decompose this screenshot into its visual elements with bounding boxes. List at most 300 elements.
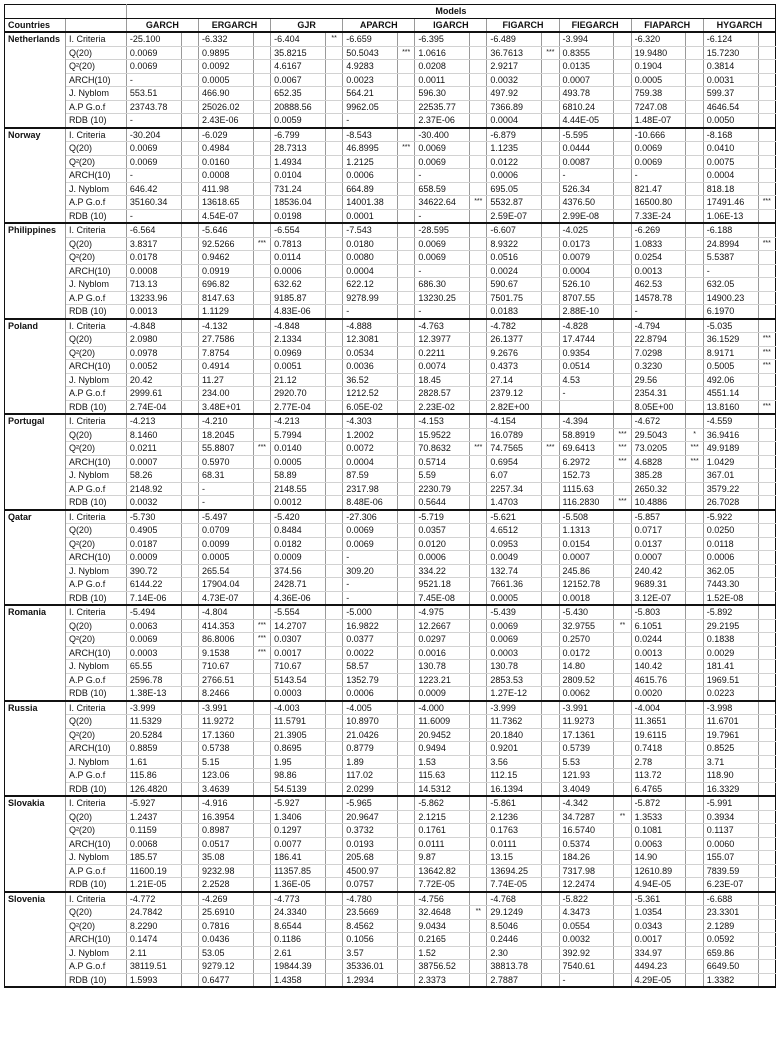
table-row (5, 360, 776, 374)
table-row (5, 60, 776, 74)
value-cell: 240.42 (631, 564, 686, 578)
significance-marker (253, 400, 270, 414)
statistic-label: A.P G.o.f (65, 864, 126, 878)
significance-marker (181, 605, 198, 619)
value-cell: 0.0069 (487, 619, 542, 633)
statistic-label: ARCH(10) (65, 646, 126, 660)
significance-marker (253, 373, 270, 387)
value-cell: 0.0069 (126, 142, 181, 156)
value-cell: -5.927 (271, 796, 326, 810)
significance-marker (470, 960, 487, 974)
value-cell: 22.8794 (631, 333, 686, 347)
value-cell: -3.994 (559, 32, 614, 46)
value-cell: 414.353 (198, 619, 253, 633)
value-cell: 0.0140 (271, 442, 326, 456)
value-cell: -4.342 (559, 796, 614, 810)
country-name (5, 73, 66, 87)
value-cell: 0.0020 (631, 687, 686, 701)
value-cell: -6.799 (271, 128, 326, 142)
significance-marker: *** (758, 400, 775, 414)
significance-marker (542, 155, 559, 169)
value-cell: 3579.22 (703, 482, 758, 496)
value-cell: 497.92 (487, 87, 542, 101)
significance-marker (253, 319, 270, 333)
significance-marker: * (686, 428, 703, 442)
significance-marker (325, 237, 342, 251)
value-cell: -5.965 (343, 796, 398, 810)
significance-marker: *** (253, 633, 270, 647)
model-header-gjr: GJR (271, 18, 343, 32)
statistic-label: J. Nyblom (65, 373, 126, 387)
significance-marker (181, 578, 198, 592)
value-cell: 0.9201 (487, 742, 542, 756)
significance-marker (758, 223, 775, 237)
value-cell: 710.67 (198, 660, 253, 674)
country-name (5, 251, 66, 265)
value-cell: 0.0009 (415, 687, 470, 701)
significance-marker (253, 60, 270, 74)
country-name (5, 755, 66, 769)
significance-marker (181, 496, 198, 510)
significance-marker (398, 73, 415, 87)
table-row (5, 169, 776, 183)
value-cell: 0.9895 (198, 46, 253, 60)
value-cell: 69.6413 (559, 442, 614, 456)
country-name (5, 360, 66, 374)
significance-marker (325, 346, 342, 360)
significance-marker (686, 46, 703, 60)
significance-marker (470, 742, 487, 756)
value-cell: -4.303 (343, 414, 398, 428)
significance-marker (181, 892, 198, 906)
significance-marker (542, 715, 559, 729)
significance-marker (325, 906, 342, 920)
significance-marker (686, 851, 703, 865)
value-cell: 599.37 (703, 87, 758, 101)
significance-marker (325, 755, 342, 769)
value-cell: 21.3905 (271, 728, 326, 742)
significance-marker (614, 387, 631, 401)
significance-marker (614, 660, 631, 674)
table-row (5, 837, 776, 851)
significance-marker (542, 960, 559, 974)
significance-marker (686, 824, 703, 838)
value-cell: 0.0135 (559, 60, 614, 74)
significance-marker (542, 701, 559, 715)
significance-marker (398, 305, 415, 319)
table-row (5, 114, 776, 128)
significance-marker (325, 796, 342, 810)
table-row (5, 319, 776, 333)
table-row (5, 32, 776, 46)
significance-marker (181, 373, 198, 387)
significance-marker (181, 100, 198, 114)
significance-marker (686, 591, 703, 605)
value-cell: 11.9273 (559, 715, 614, 729)
country-name: Norway (5, 128, 66, 142)
significance-marker (253, 251, 270, 265)
value-cell: 0.0006 (703, 551, 758, 565)
significance-marker (325, 100, 342, 114)
significance-marker (325, 60, 342, 74)
value-cell: 8.9171 (703, 346, 758, 360)
significance-marker (686, 333, 703, 347)
significance-marker (325, 73, 342, 87)
value-cell: 0.0069 (126, 46, 181, 60)
significance-marker (398, 209, 415, 223)
country-name (5, 946, 66, 960)
significance-marker (398, 346, 415, 360)
statistic-label: RDB (10) (65, 973, 126, 987)
value-cell: 58.26 (126, 469, 181, 483)
significance-marker (253, 100, 270, 114)
significance-marker (614, 715, 631, 729)
value-cell: -4.132 (198, 319, 253, 333)
significance-marker (758, 796, 775, 810)
value-cell: 245.86 (559, 564, 614, 578)
significance-marker (181, 223, 198, 237)
significance-marker (181, 564, 198, 578)
value-cell: 0.0013 (126, 305, 181, 319)
value-cell: 8.2466 (198, 687, 253, 701)
significance-marker (181, 237, 198, 251)
value-cell: 0.8695 (271, 742, 326, 756)
significance-marker (253, 73, 270, 87)
value-cell: 7.74E-05 (487, 878, 542, 892)
significance-marker (325, 564, 342, 578)
country-name (5, 646, 66, 660)
table-row (5, 946, 776, 960)
significance-marker (614, 128, 631, 142)
significance-marker: *** (470, 442, 487, 456)
significance-marker (253, 155, 270, 169)
table-row (5, 196, 776, 210)
value-cell: -4.772 (126, 892, 181, 906)
value-cell: 492.06 (703, 373, 758, 387)
value-cell: 17.4744 (559, 333, 614, 347)
value-cell: 1.27E-12 (487, 687, 542, 701)
significance-marker (253, 673, 270, 687)
significance-marker (181, 537, 198, 551)
country-name (5, 919, 66, 933)
significance-marker (758, 864, 775, 878)
significance-marker (614, 251, 631, 265)
significance-marker (542, 728, 559, 742)
significance-marker (686, 251, 703, 265)
significance-marker (253, 906, 270, 920)
value-cell: 0.0137 (631, 537, 686, 551)
value-cell: 27.14 (487, 373, 542, 387)
value-cell: 4.9283 (343, 60, 398, 74)
value-cell: 2.1334 (271, 333, 326, 347)
value-cell: 181.41 (703, 660, 758, 674)
significance-marker (181, 919, 198, 933)
significance-marker (181, 701, 198, 715)
significance-marker (181, 946, 198, 960)
table-row (5, 387, 776, 401)
value-cell: 0.0154 (559, 537, 614, 551)
significance-marker (470, 687, 487, 701)
significance-marker (181, 906, 198, 920)
value-cell: 2.3373 (415, 973, 470, 987)
significance-marker (614, 851, 631, 865)
significance-marker (253, 837, 270, 851)
significance-marker (758, 551, 775, 565)
value-cell: 2.23E-02 (415, 400, 470, 414)
significance-marker (614, 333, 631, 347)
significance-marker (325, 360, 342, 374)
statistic-label: I. Criteria (65, 223, 126, 237)
value-cell: 19.9480 (631, 46, 686, 60)
significance-marker (758, 605, 775, 619)
table-row (5, 564, 776, 578)
value-cell: 0.0079 (559, 251, 614, 265)
value-cell: 0.0297 (415, 633, 470, 647)
value-cell: -5.991 (703, 796, 758, 810)
value-cell: 11.5329 (126, 715, 181, 729)
significance-marker (181, 319, 198, 333)
value-cell: 1.3533 (631, 810, 686, 824)
value-cell: -4.773 (271, 892, 326, 906)
significance-marker (542, 946, 559, 960)
significance-marker (325, 851, 342, 865)
country-name (5, 633, 66, 647)
significance-marker (614, 605, 631, 619)
significance-marker (398, 687, 415, 701)
table-row (5, 619, 776, 633)
significance-marker (758, 578, 775, 592)
value-cell: 0.0005 (198, 73, 253, 87)
significance-marker (325, 619, 342, 633)
significance-marker (325, 633, 342, 647)
value-cell: 86.8006 (198, 633, 253, 647)
significance-marker (470, 114, 487, 128)
value-cell: - (559, 387, 614, 401)
value-cell: 0.0172 (559, 646, 614, 660)
significance-marker (181, 864, 198, 878)
value-cell: -6.269 (631, 223, 686, 237)
value-cell: -5.922 (703, 510, 758, 524)
value-cell: 13642.82 (415, 864, 470, 878)
value-cell: 186.41 (271, 851, 326, 865)
value-cell: -5.420 (271, 510, 326, 524)
value-cell: 4.3473 (559, 906, 614, 920)
table-row (5, 400, 776, 414)
statistic-label: J. Nyblom (65, 755, 126, 769)
value-cell: -5.361 (631, 892, 686, 906)
significance-marker (758, 851, 775, 865)
statistic-label: I. Criteria (65, 510, 126, 524)
significance-marker: *** (686, 442, 703, 456)
significance-marker (253, 537, 270, 551)
value-cell: 0.0077 (271, 837, 326, 851)
value-cell: 14001.38 (343, 196, 398, 210)
country-name (5, 196, 66, 210)
significance-marker (758, 919, 775, 933)
value-cell: -4.004 (631, 701, 686, 715)
value-cell: 29.2195 (703, 619, 758, 633)
value-cell: 0.0003 (487, 646, 542, 660)
value-cell: 0.0111 (415, 837, 470, 851)
significance-marker (325, 810, 342, 824)
significance-marker: *** (253, 619, 270, 633)
statistic-label: J. Nyblom (65, 182, 126, 196)
significance-marker (470, 919, 487, 933)
value-cell: 0.0060 (703, 837, 758, 851)
statistic-label: Q²(20) (65, 824, 126, 838)
value-cell: - (415, 305, 470, 319)
significance-marker (614, 742, 631, 756)
value-cell: 14.2707 (271, 619, 326, 633)
significance-marker (542, 264, 559, 278)
significance-marker (614, 973, 631, 987)
significance-marker: *** (758, 196, 775, 210)
significance-marker (253, 864, 270, 878)
value-cell: 2.1289 (703, 919, 758, 933)
significance-marker (398, 196, 415, 210)
table-row (5, 251, 776, 265)
value-cell: 11.7362 (487, 715, 542, 729)
significance-marker (686, 810, 703, 824)
statistic-label: Q(20) (65, 715, 126, 729)
significance-marker: *** (614, 442, 631, 456)
significance-marker (542, 660, 559, 674)
value-cell: 0.0211 (126, 442, 181, 456)
significance-marker (181, 633, 198, 647)
significance-marker (758, 701, 775, 715)
value-cell: 0.0377 (343, 633, 398, 647)
significance-marker (758, 537, 775, 551)
significance-marker (758, 960, 775, 974)
significance-marker (325, 400, 342, 414)
value-cell: 1.3382 (703, 973, 758, 987)
significance-marker (253, 414, 270, 428)
significance-marker (686, 728, 703, 742)
significance-marker (686, 537, 703, 551)
value-cell: 0.0554 (559, 919, 614, 933)
significance-marker (614, 223, 631, 237)
significance-marker (758, 510, 775, 524)
significance-marker (325, 864, 342, 878)
value-cell: 7540.61 (559, 960, 614, 974)
value-cell: 140.42 (631, 660, 686, 674)
significance-marker (398, 878, 415, 892)
significance-marker (398, 128, 415, 142)
value-cell: -5.892 (703, 605, 758, 619)
significance-marker (398, 973, 415, 987)
value-cell: 58.8919 (559, 428, 614, 442)
significance-marker (253, 782, 270, 796)
table-row (5, 973, 776, 987)
value-cell: 20.5284 (126, 728, 181, 742)
value-cell: 0.0357 (415, 524, 470, 538)
significance-marker (542, 633, 559, 647)
value-cell: -3.999 (487, 701, 542, 715)
significance-marker (686, 73, 703, 87)
significance-marker (542, 605, 559, 619)
statistic-label: Q²(20) (65, 537, 126, 551)
significance-marker (686, 646, 703, 660)
value-cell: 0.0208 (415, 60, 470, 74)
country-name (5, 660, 66, 674)
significance-marker (325, 591, 342, 605)
value-cell: 13233.96 (126, 291, 181, 305)
significance-marker (542, 278, 559, 292)
significance-marker (181, 482, 198, 496)
value-cell: -5.430 (559, 605, 614, 619)
value-cell: 3.12E-07 (631, 591, 686, 605)
significance-marker (614, 469, 631, 483)
country-name (5, 810, 66, 824)
significance-marker (253, 510, 270, 524)
significance-marker (325, 673, 342, 687)
statistic-label: RDB (10) (65, 496, 126, 510)
significance-marker (758, 660, 775, 674)
value-cell: 19844.39 (271, 960, 326, 974)
value-cell: 16.5740 (559, 824, 614, 838)
statistic-label: J. Nyblom (65, 278, 126, 292)
significance-marker (758, 496, 775, 510)
significance-marker (686, 769, 703, 783)
value-cell: 0.0062 (559, 687, 614, 701)
value-cell: 234.00 (198, 387, 253, 401)
value-cell: - (126, 169, 181, 183)
country-name: Slovakia (5, 796, 66, 810)
significance-marker (470, 73, 487, 87)
value-cell: -5.508 (559, 510, 614, 524)
value-cell: -3.999 (126, 701, 181, 715)
significance-marker (253, 933, 270, 947)
value-cell: 0.2211 (415, 346, 470, 360)
value-cell: 115.86 (126, 769, 181, 783)
value-cell: 1.4358 (271, 973, 326, 987)
value-cell: -6.564 (126, 223, 181, 237)
significance-marker (686, 946, 703, 960)
significance-marker (470, 455, 487, 469)
country-name (5, 442, 66, 456)
statistic-label: Q(20) (65, 142, 126, 156)
significance-marker (470, 878, 487, 892)
significance-marker (253, 810, 270, 824)
value-cell: 1.5993 (126, 973, 181, 987)
table-row (5, 346, 776, 360)
value-cell: 0.0005 (631, 73, 686, 87)
value-cell: 34.7287 (559, 810, 614, 824)
value-cell: 4.6512 (487, 524, 542, 538)
value-cell: 92.5266 (198, 237, 253, 251)
value-cell: 26.1377 (487, 333, 542, 347)
table-row (5, 333, 776, 347)
value-cell: 36.9416 (703, 428, 758, 442)
value-cell: 2766.51 (198, 673, 253, 687)
significance-marker (398, 100, 415, 114)
significance-marker (470, 182, 487, 196)
significance-marker (253, 578, 270, 592)
significance-marker (614, 100, 631, 114)
value-cell: - (198, 496, 253, 510)
value-cell: 0.5714 (415, 455, 470, 469)
value-cell: 0.0068 (126, 837, 181, 851)
significance-marker (253, 87, 270, 101)
value-cell: 74.7565 (487, 442, 542, 456)
value-cell: 0.0008 (126, 264, 181, 278)
significance-marker (398, 755, 415, 769)
significance-marker (470, 728, 487, 742)
significance-marker: *** (398, 46, 415, 60)
significance-marker (470, 305, 487, 319)
value-cell: 0.0114 (271, 251, 326, 265)
significance-marker (325, 251, 342, 265)
